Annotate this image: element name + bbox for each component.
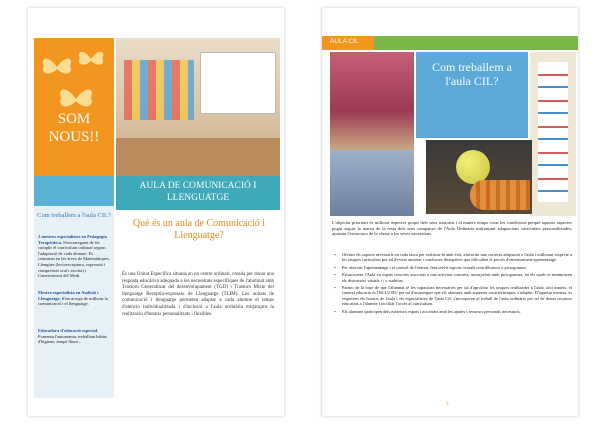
main-text: És una Unitat Específica situada en un centre ordinari, creada per donar una resposta educativa adequada a les necessitats específiques de l'alumnat amb Trastorn Generalitzat del desenvolupament (TGD) i Trastorn Mixte del llenguatge Receptiu-expressiu de Llenguatge (TLIM). Les unitats de comunicació i llenguatge permeten adaptar a cada alumne el temps d'atenció individualitzada i d'inclusió a l'aula ordinària mitjançant la realització d'horaris personalitzats i flexibles. — [122, 272, 274, 317]
bullet-list — [332, 252, 572, 316]
pictogram-photo — [530, 52, 576, 216]
window-photo — [330, 150, 414, 216]
header-title: AULA DE COMUNICACIÓ I LLENGUATGE — [116, 176, 280, 210]
pictogram-strip — [538, 62, 568, 202]
sidebar-block-heading: Mestra especialista en Audició i Llenguatge. — [38, 290, 99, 301]
butterfly-icon — [76, 46, 106, 72]
sidebar-title: Com treballem a l'aula CIL? — [37, 212, 111, 219]
cover-panel — [34, 38, 114, 176]
sidebar-block-text: Fomenta l'autonomia, treballant hàbits d'higiene, temps lliure... — [38, 333, 108, 345]
ball-photo — [426, 140, 532, 214]
blue-strip — [34, 176, 114, 206]
list-item: ▪ Per afavorir l'aprenentatge i el control de l'entorn, fem servir suports visuals com dibuixos o pictogrames — [332, 265, 572, 270]
page-number: 3 — [446, 402, 449, 407]
whiteboard — [200, 52, 276, 114]
table — [116, 138, 280, 176]
sidebar-block — [38, 328, 110, 345]
list-item: ▪ Estructurem l'Aula en espais concrets associats a una activitat concreta, assenyalats amb pictogrames, en els quals es minimitzen els distractors visuals i / o auditius. — [332, 272, 572, 283]
room-photo — [330, 52, 414, 150]
butterfly-icon — [40, 52, 74, 82]
wall-posters — [124, 60, 194, 120]
right-page — [322, 8, 578, 416]
sidebar-block-heading: Educadora d'educació especial. — [38, 328, 99, 333]
classroom-photo — [116, 38, 280, 176]
sidebar-block-text: S'encarrega de millorar la comunicació i el llenguatge. — [38, 295, 108, 307]
cover-title: SOM NOUS!! — [48, 111, 100, 145]
box-title: Com treballem a l'aula CIL? — [432, 60, 512, 88]
sidebar-block — [38, 290, 110, 307]
sidebar-block-heading: 2 mestres especialistes en Pedagogia Terapèutica. — [38, 234, 107, 245]
sidebar-block-text: S'encarreguen de fer complir el currículum ordinari segons l'adaptació de cada alumne. Es centraran en les àrees de Matemàtiques, Llengües (lectoescriptura, expressió i comprensió oral i escrita) i Coneixement del Medi. — [38, 239, 110, 279]
left-page — [28, 8, 284, 416]
list-item: ▪ Oferim els suports necessaris en cada tasca per realitzar-la amb èxit, afavorint una correcta adaptació a l'aula i millorant respecte a les tasques curriculars per tal d'evitar ansietat i conductes disruptives que dificulten el procés d'ensenyament-aprenentatge. — [332, 252, 572, 263]
list-item: ▪ Els alumnes participen dels mateixos espais i activitats amb les ajudes i recursos personals necessaris. — [332, 309, 572, 314]
ball — [456, 150, 490, 184]
intro-text: L'objectiu prioritari és millorar aspectes propis dels seus trastorns i al mateix temps crear les condicions perquè aquests aspectes pugui seguir la marxa de la resta dels seus companys de l'Aula Ordinària mitjançant adaptacions curriculars personalitzades, ajustant l'estructura de la classe a les seves necessitats. — [332, 220, 572, 237]
sidebar-block — [38, 234, 110, 279]
tunnel — [470, 180, 530, 210]
list-item: ▪ Partim de la base de que l'alumnat té les capacitats necessàries per tal d'aprofitar les tasques realitzades a l'aula, així mateix, el context educatiu és INCLUSIU per tal d'aconseguir que els alumnes amb aquestes característiques s'adaptin. D'aquesta manera, es respecten els horaris de l'aula i els especialistes de l'aula CiL s'incorporen al treball de l'aula ordinària per tal de donar recursos educatius a l'alumne i facilitar l'accés al currículum. — [332, 285, 572, 307]
main-title: Què és un aula de Comunicació i Llenguatge? — [132, 218, 266, 241]
band-label: AULA CIL — [330, 38, 359, 45]
